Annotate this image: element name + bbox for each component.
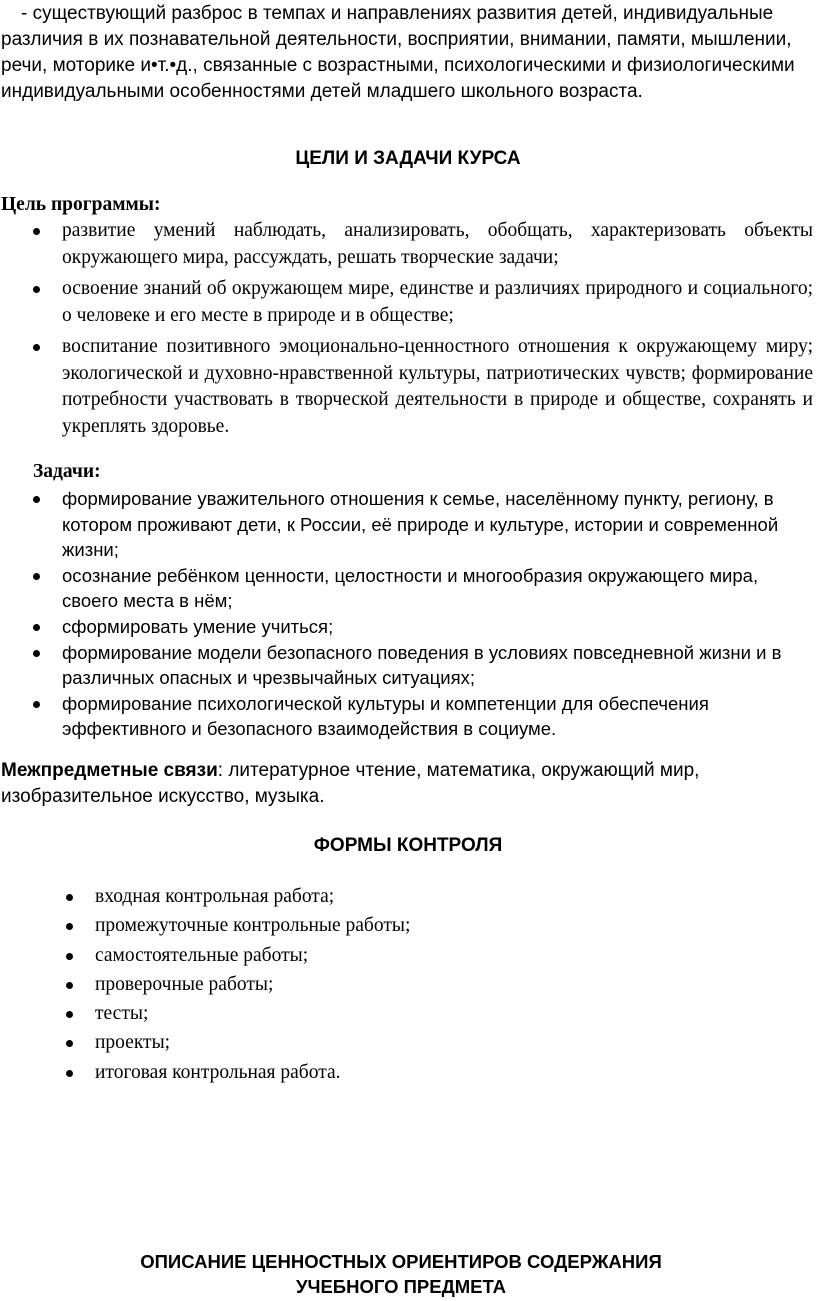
bullet-icon [33,573,40,580]
list-item: проекты; [33,1030,733,1056]
interdisciplinary-links [1,758,761,810]
list-item: проверочные работы; [33,972,733,998]
list-item: тесты; [33,1001,733,1027]
tasks-list [0,486,810,742]
list-item: самостоятельные работы; [33,943,733,969]
list-item: входная контрольная работа; [33,884,733,910]
bullet-icon [66,1040,73,1047]
bullet-icon [66,1011,73,1018]
bullet-icon [66,894,73,901]
list-item: развитие умений наблюдать, анализировать, обобщать, характеризовать объекты окружающего мира, рассуждать, решать творческие задачи; [0,218,813,271]
program-goal-label: Цель программы: [1,194,161,215]
list-item: итоговая контрольная работа. [33,1060,733,1086]
list-item: сформировать умение учиться; [0,614,810,640]
tasks-label: Задачи: [33,461,101,482]
list-item: формирование модели безопасного поведения в условиях повседневной жизни и в различных опасных и чрезвычайных ситуациях; [0,640,810,691]
list-item: освоение знаний об окружающем мире, единстве и различиях природного и социального; о человеке и его месте в природе и в обществе; [0,276,813,329]
bullet-icon [33,228,40,235]
bullet-icon [66,982,73,989]
bullet-icon [33,624,40,631]
bullet-icon [33,344,40,351]
final-heading-line-2: УЧЕБНОГО ПРЕДМЕТА [295,1276,507,1297]
final-heading-line-1: ОПИСАНИЕ ЦЕННОСТНЫХ ОРИЕНТИРОВ СОДЕРЖАНИЯ [140,1251,662,1272]
goals-heading: ЦЕЛИ И ЗАДАЧИ КУРСА [295,148,521,169]
bullet-icon [66,923,73,930]
intro-paragraph: - существующий разброс в темпах и направлениях развития детей, индивидуальные различия в их познавательной деятельности, восприятии, внимании, памяти, мышлении, речи, моторике и•т.•д., связанные с возрастными, психологическими и физиологическими индивидуальными особенностями детей младшего школьного возраста. [1,3,795,102]
list-item: осознание ребёнком ценности, целостности и многообразия окружающего мира, своего места в нём; [0,563,810,614]
final-heading [0,1249,802,1299]
list-item: воспитание позитивного эмоционально-ценностного отношения к окружающему миру; экологической и духовно-нравственной культуры, патриотических чувств; формирование потребности участвовать в творческой деятельности в природе и обществе, сохранять и укреплять здоровье. [0,334,813,440]
list-item: промежуточные контрольные работы; [33,913,733,939]
bullet-icon [66,953,73,960]
interdisciplinary-label: Межпредметные связи [1,760,218,781]
bullet-icon [33,286,40,293]
list-item: формирование уважительного отношения к семье, населённому пункту, региону, в котором проживают дети, к России, её природе и культуре, истории и современной жизни; [0,486,810,563]
bullet-icon [33,496,40,503]
bullet-icon [33,650,40,657]
list-item: формирование психологической культуры и компетенции для обеспечения эффективного и безопасного взаимодействия в социуме. [0,691,810,742]
bullet-icon [33,701,40,708]
control-forms-heading: ФОРМЫ КОНТРОЛЯ [313,835,503,856]
control-forms-list [33,884,733,1089]
program-goals-list [0,218,813,445]
bullet-icon [66,1070,73,1077]
interdisciplinary-text: : литературное чтение, математика, окружающий мир, изобразительное искусство, музыка. [1,760,700,807]
